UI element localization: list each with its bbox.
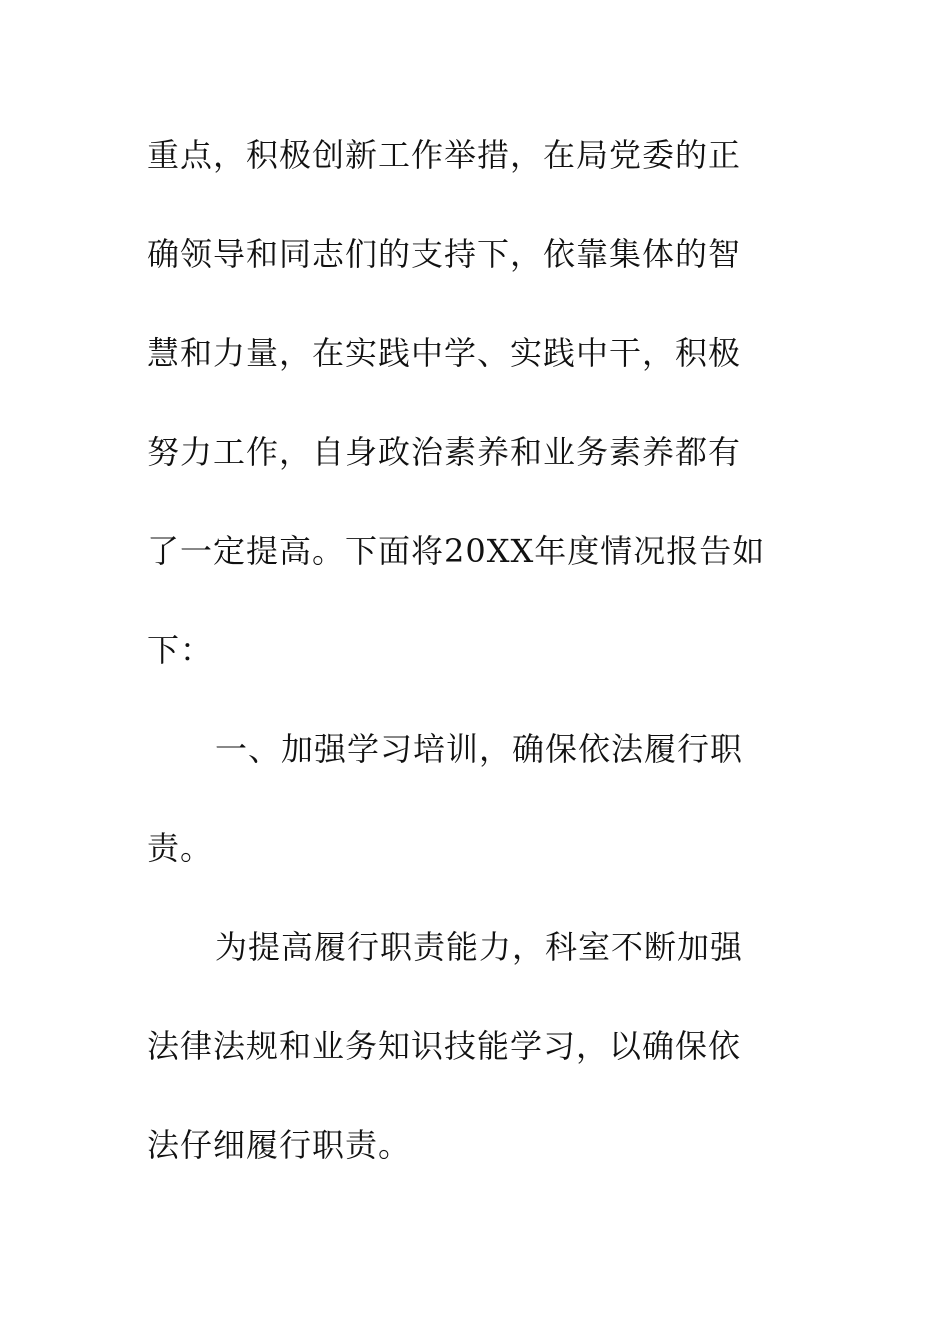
body-text-line: 法律法规和业务知识技能学习，以确保依 xyxy=(147,1027,742,1065)
section-heading: 一、加强学习培训，确保依法履行职 xyxy=(215,730,744,768)
body-text-line: 法仔细履行职责。 xyxy=(147,1126,412,1164)
body-text-line: 为提高履行职责能力，科室不断加强 xyxy=(215,928,744,966)
body-text-line: 努力工作，自身政治素养和业务素养都有 xyxy=(147,433,742,471)
body-text-line: 下： xyxy=(147,631,214,669)
section-heading-continuation: 责。 xyxy=(147,829,214,867)
body-text-line: 了一定提高。下面将20XX年度情况报告如 xyxy=(147,532,766,570)
body-text-line: 慧和力量，在实践中学、实践中干，积极 xyxy=(147,334,742,372)
body-text-line: 重点，积极创新工作举措，在局党委的正 xyxy=(147,136,742,174)
body-text-line: 确领导和同志们的支持下，依靠集体的智 xyxy=(147,235,742,273)
